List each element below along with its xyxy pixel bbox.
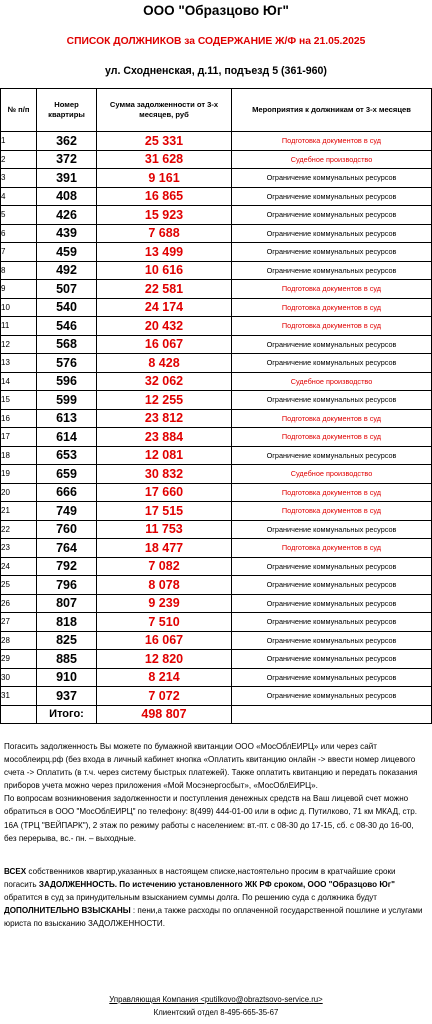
apartment-number: 362 xyxy=(37,132,97,151)
apartment-number: 614 xyxy=(37,428,97,447)
measure-text: Ограничение коммунальных ресурсов xyxy=(232,557,432,576)
apartment-number: 760 xyxy=(37,520,97,539)
table-row xyxy=(1,243,432,262)
measure-text: Ограничение коммунальных ресурсов xyxy=(232,391,432,410)
apartment-number: 391 xyxy=(37,169,97,188)
row-index: 7 xyxy=(1,243,37,262)
row-index: 25 xyxy=(1,576,37,595)
table-row xyxy=(1,576,432,595)
table-header-row xyxy=(1,89,432,132)
debt-amount: 24 174 xyxy=(97,298,232,317)
debt-amount: 18 477 xyxy=(97,539,232,558)
measure-text: Судебное производство xyxy=(232,150,432,169)
list-title: СПИСОК ДОЛЖНИКОВ за СОДЕРЖАНИЕ Ж/Ф на 21.05.2025 xyxy=(66,36,366,47)
table-row xyxy=(1,169,432,188)
measure-text: Ограничение коммунальных ресурсов xyxy=(232,169,432,188)
debt-notice xyxy=(4,865,428,930)
measure-text: Судебное производство xyxy=(232,465,432,484)
measure-text: Ограничение коммунальных ресурсов xyxy=(232,261,432,280)
debt-amount: 7 082 xyxy=(97,557,232,576)
debt-amount: 32 062 xyxy=(97,372,232,391)
table-row xyxy=(1,354,432,373)
measure-text: Подготовка документов в суд xyxy=(232,132,432,151)
measure-text: Ограничение коммунальных ресурсов xyxy=(232,613,432,632)
measure-text: Ограничение коммунальных ресурсов xyxy=(232,594,432,613)
debt-amount: 16 865 xyxy=(97,187,232,206)
table-row xyxy=(1,687,432,706)
row-index: 30 xyxy=(1,668,37,687)
row-index: 14 xyxy=(1,372,37,391)
table-row xyxy=(1,483,432,502)
notice-text-3: : пени,а также расходы по оплаченной государственной пошлине и услугами юриста по взысканию ЗАДОЛЖЕННОСТИ. xyxy=(4,906,423,929)
measure-text: Подготовка документов в суд xyxy=(232,298,432,317)
debtors-table xyxy=(0,88,432,724)
table-row xyxy=(1,298,432,317)
table-row xyxy=(1,465,432,484)
table-row xyxy=(1,280,432,299)
apartment-number: 796 xyxy=(37,576,97,595)
apartment-number: 439 xyxy=(37,224,97,243)
apartment-number: 596 xyxy=(37,372,97,391)
measure-text: Подготовка документов в суд xyxy=(232,483,432,502)
debt-amount: 8 428 xyxy=(97,354,232,373)
apartment-number: 807 xyxy=(37,594,97,613)
row-index: 12 xyxy=(1,335,37,354)
apartment-number: 885 xyxy=(37,650,97,669)
measure-text: Ограничение коммунальных ресурсов xyxy=(232,520,432,539)
measure-text: Подготовка документов в суд xyxy=(232,428,432,447)
measure-text: Подготовка документов в суд xyxy=(232,280,432,299)
debt-amount: 8 214 xyxy=(97,668,232,687)
row-index: 11 xyxy=(1,317,37,336)
measure-text: Подготовка документов в суд xyxy=(232,317,432,336)
row-index: 8 xyxy=(1,261,37,280)
debt-amount: 22 581 xyxy=(97,280,232,299)
apartment-number: 546 xyxy=(37,317,97,336)
table-row xyxy=(1,150,432,169)
row-index: 17 xyxy=(1,428,37,447)
debt-amount: 7 688 xyxy=(97,224,232,243)
row-index: 27 xyxy=(1,613,37,632)
apartment-number: 576 xyxy=(37,354,97,373)
total-row xyxy=(1,705,432,723)
apartment-number: 749 xyxy=(37,502,97,521)
table-row xyxy=(1,539,432,558)
debt-amount: 16 067 xyxy=(97,335,232,354)
debt-amount: 10 616 xyxy=(97,261,232,280)
row-index: 4 xyxy=(1,187,37,206)
table-row xyxy=(1,409,432,428)
row-index: 21 xyxy=(1,502,37,521)
debt-amount: 15 923 xyxy=(97,206,232,225)
table-row xyxy=(1,502,432,521)
row-index: 13 xyxy=(1,354,37,373)
measure-text: Судебное производство xyxy=(232,372,432,391)
row-index: 16 xyxy=(1,409,37,428)
notice-bold-all: ВСЕХ xyxy=(4,867,27,876)
measure-text: Ограничение коммунальных ресурсов xyxy=(232,631,432,650)
debt-amount: 13 499 xyxy=(97,243,232,262)
debt-amount: 9 239 xyxy=(97,594,232,613)
row-index: 28 xyxy=(1,631,37,650)
row-index: 26 xyxy=(1,594,37,613)
apartment-number: 764 xyxy=(37,539,97,558)
table-row xyxy=(1,520,432,539)
payment-notes xyxy=(4,740,426,845)
measure-text: Ограничение коммунальных ресурсов xyxy=(232,243,432,262)
column-header-index: № п/п xyxy=(1,89,37,132)
table-row xyxy=(1,187,432,206)
row-index: 10 xyxy=(1,298,37,317)
row-index: 20 xyxy=(1,483,37,502)
notice-bold-extra: ДОПОЛНИТЕЛЬНО ВЗЫСКАНЫ xyxy=(4,906,131,916)
debt-amount: 25 331 xyxy=(97,132,232,151)
table-row xyxy=(1,224,432,243)
table-row xyxy=(1,261,432,280)
debt-amount: 9 161 xyxy=(97,169,232,188)
apartment-number: 653 xyxy=(37,446,97,465)
measure-text: Ограничение коммунальных ресурсов xyxy=(232,335,432,354)
debt-amount: 7 510 xyxy=(97,613,232,632)
table-row xyxy=(1,668,432,687)
table-row xyxy=(1,446,432,465)
debt-amount: 12 255 xyxy=(97,391,232,410)
row-index: 1 xyxy=(1,132,37,151)
table-row xyxy=(1,650,432,669)
table-row xyxy=(1,557,432,576)
row-index: 9 xyxy=(1,280,37,299)
row-index: 2 xyxy=(1,150,37,169)
total-label: Итого: xyxy=(37,705,97,723)
debt-amount: 17 515 xyxy=(97,502,232,521)
debt-amount: 20 432 xyxy=(97,317,232,336)
apartment-number: 507 xyxy=(37,280,97,299)
row-index: 24 xyxy=(1,557,37,576)
table-row xyxy=(1,391,432,410)
measure-text: Ограничение коммунальных ресурсов xyxy=(232,650,432,669)
debt-amount: 23 812 xyxy=(97,409,232,428)
debt-amount: 8 078 xyxy=(97,576,232,595)
apartment-number: 408 xyxy=(37,187,97,206)
column-header-apartment: Номер квартиры xyxy=(37,89,97,132)
client-department: Клиентский отдел 8-495-665-35-67 xyxy=(153,1007,279,1017)
debt-amount: 12 081 xyxy=(97,446,232,465)
debt-amount: 23 884 xyxy=(97,428,232,447)
debt-amount: 30 832 xyxy=(97,465,232,484)
apartment-number: 613 xyxy=(37,409,97,428)
measure-text: Подготовка документов в суд xyxy=(232,409,432,428)
table-row xyxy=(1,372,432,391)
apartment-number: 792 xyxy=(37,557,97,576)
table-row xyxy=(1,613,432,632)
apartment-number: 459 xyxy=(37,243,97,262)
apartment-number: 666 xyxy=(37,483,97,502)
notice-text-2: обратится в суд за принудительным взысканием суммы долга. По решению суда с должника будут xyxy=(4,893,377,903)
row-index: 15 xyxy=(1,391,37,410)
apartment-number: 937 xyxy=(37,687,97,706)
apartment-number: 492 xyxy=(37,261,97,280)
measure-text: Ограничение коммунальных ресурсов xyxy=(232,446,432,465)
apartment-number: 599 xyxy=(37,391,97,410)
table-row xyxy=(1,428,432,447)
table-row xyxy=(1,594,432,613)
total-value: 498 807 xyxy=(97,705,232,723)
apartment-number: 818 xyxy=(37,613,97,632)
company-name: ООО "Образцово Юг" xyxy=(143,3,289,18)
row-index: 3 xyxy=(1,169,37,188)
debt-amount: 16 067 xyxy=(97,631,232,650)
debt-amount: 7 072 xyxy=(97,687,232,706)
apartment-number: 540 xyxy=(37,298,97,317)
notice-bold-debt: ЗАДОЛЖЕННОСТЬ. По истечению установленного ЖК РФ сроком, ООО "Образцово Юг" xyxy=(38,880,395,890)
footer xyxy=(0,994,432,1019)
measure-text: Подготовка документов в суд xyxy=(232,502,432,521)
measure-text: Подготовка документов в суд xyxy=(232,539,432,558)
row-index: 31 xyxy=(1,687,37,706)
table-row xyxy=(1,317,432,336)
column-header-measures: Мероприятия к должникам от 3-х месяцев xyxy=(232,89,432,132)
measure-text: Ограничение коммунальных ресурсов xyxy=(232,206,432,225)
apartment-number: 372 xyxy=(37,150,97,169)
table-row xyxy=(1,631,432,650)
row-index: 5 xyxy=(1,206,37,225)
row-index: 29 xyxy=(1,650,37,669)
row-index: 18 xyxy=(1,446,37,465)
table-row xyxy=(1,335,432,354)
notice-text-1: собственников квартир,указанных в настоящем списке,настоятельно просим в кратчайшие сроки погасить xyxy=(4,867,396,890)
payment-instructions: Погасить задолженность Вы можете по бумажной квитанции ООО «МосОблЕИРЦ» или через сайт мособлеирц.рф (без входа в личный кабинет кнопка «Оплатить квитанцию онлайн -> ввести номер лицевого счета -> Оплатить (в т.ч. через систему быстрых платежей). Также оплатить квитанцию и передать показания приборов учета можно через приложения «Мой Мосэнергосбыт», «МосОблЕИРЦ». xyxy=(4,742,418,791)
apartment-number: 825 xyxy=(37,631,97,650)
apartment-number: 910 xyxy=(37,668,97,687)
management-company-link[interactable]: Управляющая Компания <putilkovo@obraztsovo-service.ru> xyxy=(109,995,323,1004)
measure-text: Ограничение коммунальных ресурсов xyxy=(232,687,432,706)
table-row xyxy=(1,206,432,225)
debt-amount: 11 753 xyxy=(97,520,232,539)
row-index: 23 xyxy=(1,539,37,558)
measure-text: Ограничение коммунальных ресурсов xyxy=(232,354,432,373)
apartment-number: 659 xyxy=(37,465,97,484)
apartment-number: 426 xyxy=(37,206,97,225)
row-index: 6 xyxy=(1,224,37,243)
address: ул. Сходненская, д.11, подъезд 5 (361-960) xyxy=(105,65,327,77)
row-index: 19 xyxy=(1,465,37,484)
measure-text: Ограничение коммунальных ресурсов xyxy=(232,576,432,595)
debt-amount: 31 628 xyxy=(97,150,232,169)
contact-info: По вопросам возникновения задолженности и поступления денежных средств на Ваш лицевой счет можно обратиться в ООО "МосОблЕИРЦ" по телефону: 8(499) 444-01-00 или в офис д. Путилково, 71 км МКАД, стр. 16А (ТРЦ "ВЕЙПАРК"), 2 этаж по режиму работы с населением: вт.-пт. с 08-30 до 17-15, сб. с 08-30 до 16-00, без перерыва, вс.- пн. – выходные. xyxy=(4,794,418,843)
table-row xyxy=(1,132,432,151)
measure-text: Ограничение коммунальных ресурсов xyxy=(232,224,432,243)
debt-amount: 12 820 xyxy=(97,650,232,669)
row-index: 22 xyxy=(1,520,37,539)
measure-text: Ограничение коммунальных ресурсов xyxy=(232,668,432,687)
measure-text: Ограничение коммунальных ресурсов xyxy=(232,187,432,206)
column-header-debt-sum: Сумма задолженности от 3-х месяцев, руб xyxy=(97,89,232,132)
apartment-number: 568 xyxy=(37,335,97,354)
debt-amount: 17 660 xyxy=(97,483,232,502)
